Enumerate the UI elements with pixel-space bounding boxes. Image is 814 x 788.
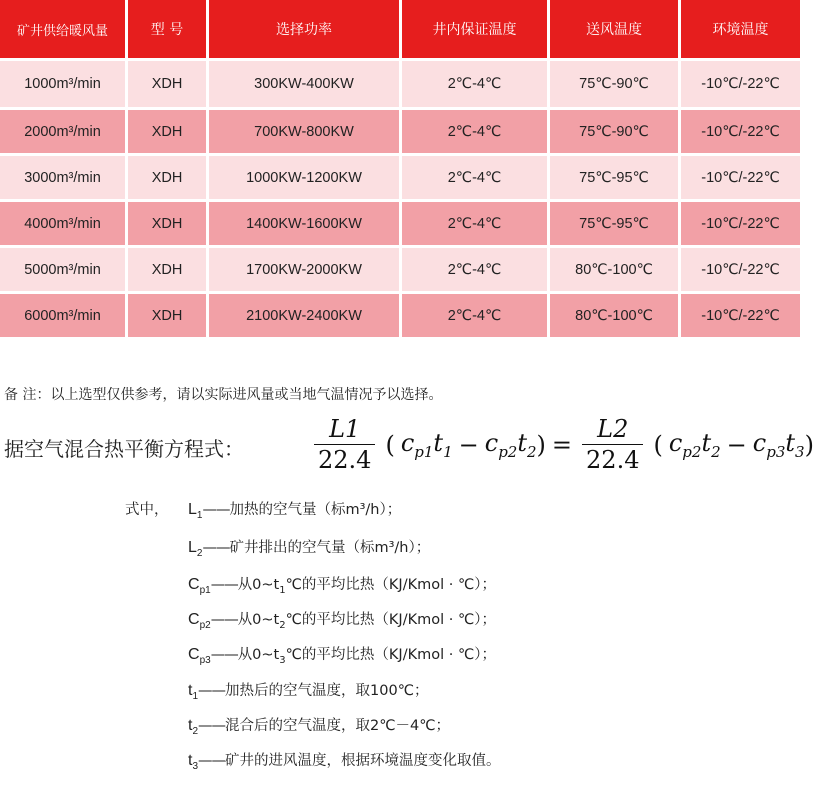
paren-open: ( [653,430,663,459]
term-t2-rhs: $t_2$ [701,428,721,461]
cell-power: 1400KW-1600KW [209,202,402,248]
cell-supply-temp: 75℃-90℃ [550,61,681,110]
minus-sign: − [458,430,479,459]
equals-sign: = [551,430,573,459]
cell-supply-temp: 80℃-100℃ [550,294,681,340]
minus-sign: − [726,430,747,459]
cell-power: 1000KW-1200KW [209,156,402,202]
cell-power: 2100KW-2400KW [209,294,402,340]
table-row [0,248,800,294]
cell-power: 700KW-800KW [209,110,402,156]
paren-close: ) [804,430,814,459]
heat-balance-formula [310,414,814,475]
cell-ambient-temp: -10℃/-22℃ [681,61,800,110]
fraction-right-numerator: L2 [597,415,629,443]
cell-model: XDH [128,248,209,294]
cell-supply-temp: 80℃-100℃ [550,248,681,294]
cell-ambient-temp: -10℃/-22℃ [681,110,800,156]
col-header-power: 选择功率 [209,0,402,61]
cell-airflow: 6000m³/min [0,294,128,340]
table-row [0,110,800,156]
cell-model: XDH [128,156,209,202]
definition-item: $t_2——$混合后的空气温度，取2℃－4℃； [188,717,451,738]
term-t1: $t_1$ [433,428,453,461]
cell-power: 1700KW-2000KW [209,248,402,294]
cell-airflow: 3000m³/min [0,156,128,202]
table-row [0,202,800,248]
cell-ambient-temp: -10℃/-22℃ [681,294,800,340]
cell-mine-temp: 2℃-4℃ [402,294,550,340]
cell-supply-temp: 75℃-95℃ [550,156,681,202]
cell-supply-temp: 75℃-90℃ [550,110,681,156]
definition-item: $C_{p3}——$从$0\sim t_3℃$的平均比热（KJ/Kmol · ℃）； [188,646,496,667]
cell-model: XDH [128,202,209,248]
cell-mine-temp: 2℃-4℃ [402,61,550,110]
cell-model: XDH [128,110,209,156]
paren-close: ) [536,430,546,459]
definitions-intro: 式中， [125,502,169,518]
cell-model: XDH [128,61,209,110]
term-cp3: $c_{p3}$ [752,428,786,461]
cell-mine-temp: 2℃-4℃ [402,156,550,202]
table-header-row [0,0,800,61]
term-cp1: $c_{p1}$ [400,428,434,461]
table-row [0,156,800,202]
fraction-left-numerator: L1 [329,415,361,443]
cell-mine-temp: 2℃-4℃ [402,248,550,294]
definition-item: $C_{p2}——$从$0\sim t_2℃$的平均比热（KJ/Kmol · ℃）； [188,611,496,632]
cell-ambient-temp: -10℃/-22℃ [681,156,800,202]
cell-airflow: 5000m³/min [0,248,128,294]
col-header-mine-temp: 井内保证温度 [402,0,550,61]
remark-note: 备 注：以上选型仅供参考，请以实际进风量或当地气温情况予以选择。 [4,387,443,403]
cell-airflow: 2000m³/min [0,110,128,156]
cell-mine-temp: 2℃-4℃ [402,110,550,156]
term-cp2-rhs: $c_{p2}$ [668,428,702,461]
definition-item: $t_3——$矿井的进风温度，根据环境温度变化取值。 [188,752,501,773]
definition-item: $t_1——$加热后的空气温度，取100℃； [188,682,429,703]
table-row [0,294,800,340]
col-header-ambient-temp: 环境温度 [681,0,800,61]
fraction-right-denominator: 22.4 [586,446,640,474]
cell-ambient-temp: -10℃/-22℃ [681,248,800,294]
fraction-left [314,414,375,475]
fraction-left-denominator: 22.4 [318,446,372,474]
term-t2: $t_2$ [517,428,537,461]
table-row [0,61,800,110]
spec-table [0,0,800,340]
term-t3: $t_3$ [785,428,805,461]
definition-item: $C_{p1}——$从$0\sim t_1℃$的平均比热（KJ/Kmol · ℃）； [188,576,496,597]
cell-supply-temp: 75℃-95℃ [550,202,681,248]
fraction-right [582,414,643,475]
definition-item: $L_1——$加热的空气量（标m³/h）； [188,501,402,522]
cell-airflow: 4000m³/min [0,202,128,248]
term-cp2: $c_{p2}$ [484,428,518,461]
col-header-airflow: 矿井供给暖风量 [0,0,128,61]
definition-item: $L_2——$矿井排出的空气量（标m³/h）； [188,539,431,560]
paren-open: ( [385,430,395,459]
cell-airflow: 1000m³/min [0,61,128,110]
cell-power: 300KW-400KW [209,61,402,110]
col-header-model: 型 号 [128,0,209,61]
equation-label: 据空气混合热平衡方程式： [4,437,244,461]
cell-model: XDH [128,294,209,340]
cell-ambient-temp: -10℃/-22℃ [681,202,800,248]
col-header-supply-temp: 送风温度 [550,0,681,61]
cell-mine-temp: 2℃-4℃ [402,202,550,248]
